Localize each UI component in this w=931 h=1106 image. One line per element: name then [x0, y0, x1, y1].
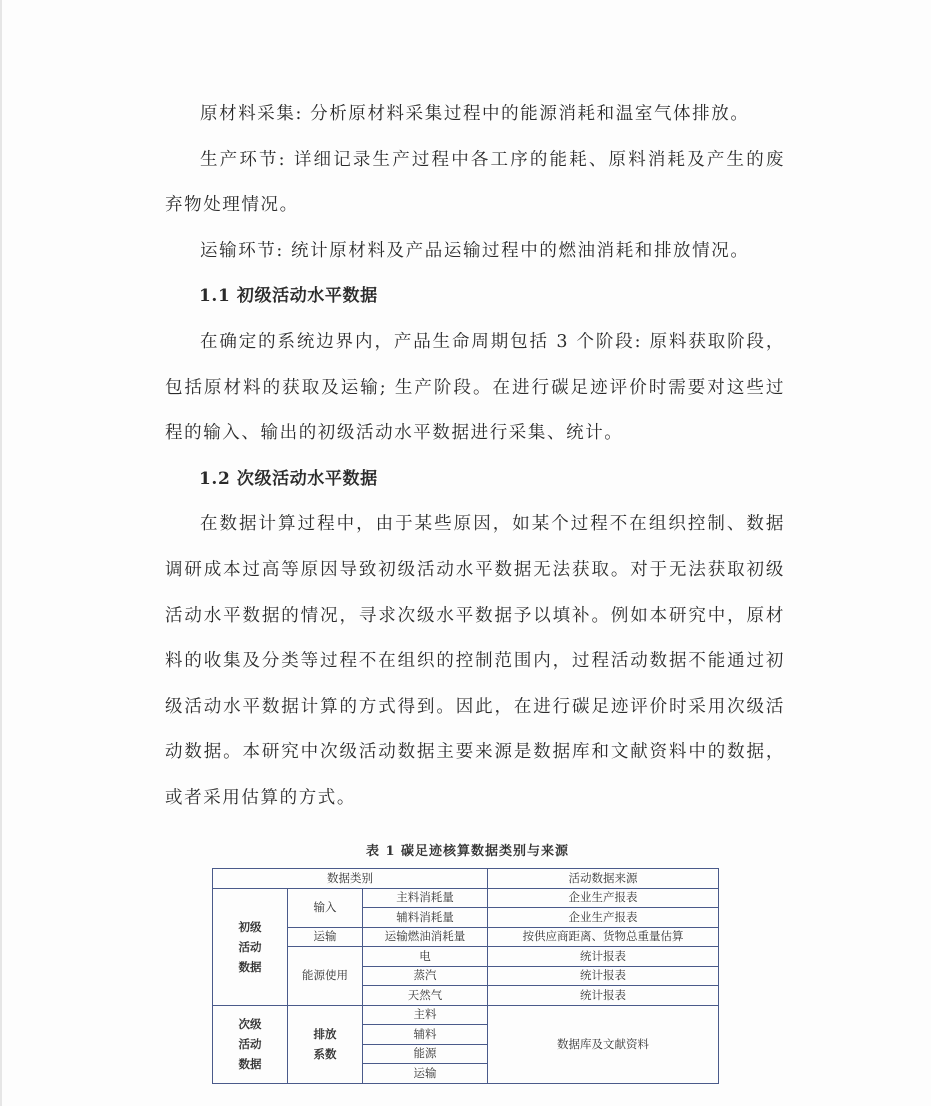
group-energy: 能源使用 [288, 947, 363, 1006]
item-cell: 蒸汽 [363, 966, 488, 986]
source-cell: 按供应商距离、货物总重量估算 [488, 927, 719, 947]
emission-factor-line: 排放 [313, 1027, 337, 1041]
body-text [165, 92, 785, 822]
table-row [213, 1005, 719, 1025]
header-source: 活动数据来源 [488, 869, 719, 889]
item-cell: 辅料 [363, 1025, 488, 1045]
primary-category-line: 初级 [238, 919, 262, 934]
item-cell: 主料消耗量 [363, 888, 488, 908]
item-cell: 电 [363, 947, 488, 967]
source-cell: 统计报表 [488, 947, 719, 967]
paragraph-primary-data: 在确定的系统边界内，产品生命周期包括 3 个阶段: 原料获取阶段，包括原材料的获取及运输; 生产阶段。在进行碳足迹评价时需要对这些过程的输入、输出的初级活动水平数据进行采集、统计。 [165, 331, 785, 444]
item-cell: 主料 [363, 1005, 488, 1025]
table-caption: 表 1 碳足迹核算数据类别与来源 [365, 844, 570, 859]
secondary-category-cell [213, 1005, 288, 1083]
table-row [213, 888, 719, 908]
group-input: 输入 [288, 888, 363, 927]
table-header-row [213, 869, 719, 889]
secondary-source-cell: 数据库及文献资料 [488, 1005, 719, 1083]
table-row [213, 947, 719, 967]
item-cell: 辅料消耗量 [363, 908, 488, 928]
item-cell: 运输 [363, 1064, 488, 1084]
heading-secondary-data: 1.2 次级活动水平数据 [199, 468, 378, 489]
item-cell: 运输燃油消耗量 [363, 927, 488, 947]
secondary-category-line: 数据 [238, 1057, 262, 1071]
paragraph-production: 生产环节: 详细记录生产过程中各工序的能耗、原料消耗及产生的废弃物处理情况。 [165, 149, 785, 216]
data-source-table [212, 868, 719, 1084]
item-cell: 能源 [363, 1044, 488, 1064]
source-cell: 企业生产报表 [488, 908, 719, 928]
group-transport: 运输 [288, 927, 363, 947]
primary-category-line: 活动 [238, 939, 262, 954]
paragraph-transport: 运输环节: 统计原材料及产品运输过程中的燃油消耗和排放情况。 [200, 240, 750, 261]
header-category: 数据类别 [213, 869, 488, 889]
source-cell: 企业生产报表 [488, 888, 719, 908]
secondary-category-line: 活动 [238, 1037, 262, 1051]
source-cell: 统计报表 [488, 966, 719, 986]
paragraph-secondary-data: 在数据计算过程中，由于某些原因，如某个过程不在组织控制、数据调研成本过高等原因导致初级活动水平数据无法获取。对于无法获取初级活动水平数据的情况，寻求次级水平数据予以填补。例如本研究中，原材料的收集及分类等过程不在组织的控制范围内，过程活动数据不能通过初级活动水平数据计算的方式得到。因此，在进行碳足迹评价时采用次级活动数据。本研究中次级活动数据主要来源是数据库和文献资料中的数据，或者采用估算的方式。 [165, 514, 785, 808]
paragraph-raw-material: 原材料采集: 分析原材料采集过程中的能源消耗和温室气体排放。 [200, 104, 750, 124]
primary-category-cell [213, 888, 288, 1005]
emission-factor-line: 系数 [313, 1047, 337, 1061]
primary-category-line: 数据 [238, 959, 262, 974]
item-cell: 天然气 [363, 986, 488, 1006]
group-emission-factor [288, 1005, 363, 1083]
secondary-category-line: 次级 [238, 1017, 262, 1031]
heading-primary-data: 1.1 初级活动水平数据 [199, 286, 378, 307]
source-cell: 统计报表 [488, 986, 719, 1006]
table-row [213, 927, 719, 947]
